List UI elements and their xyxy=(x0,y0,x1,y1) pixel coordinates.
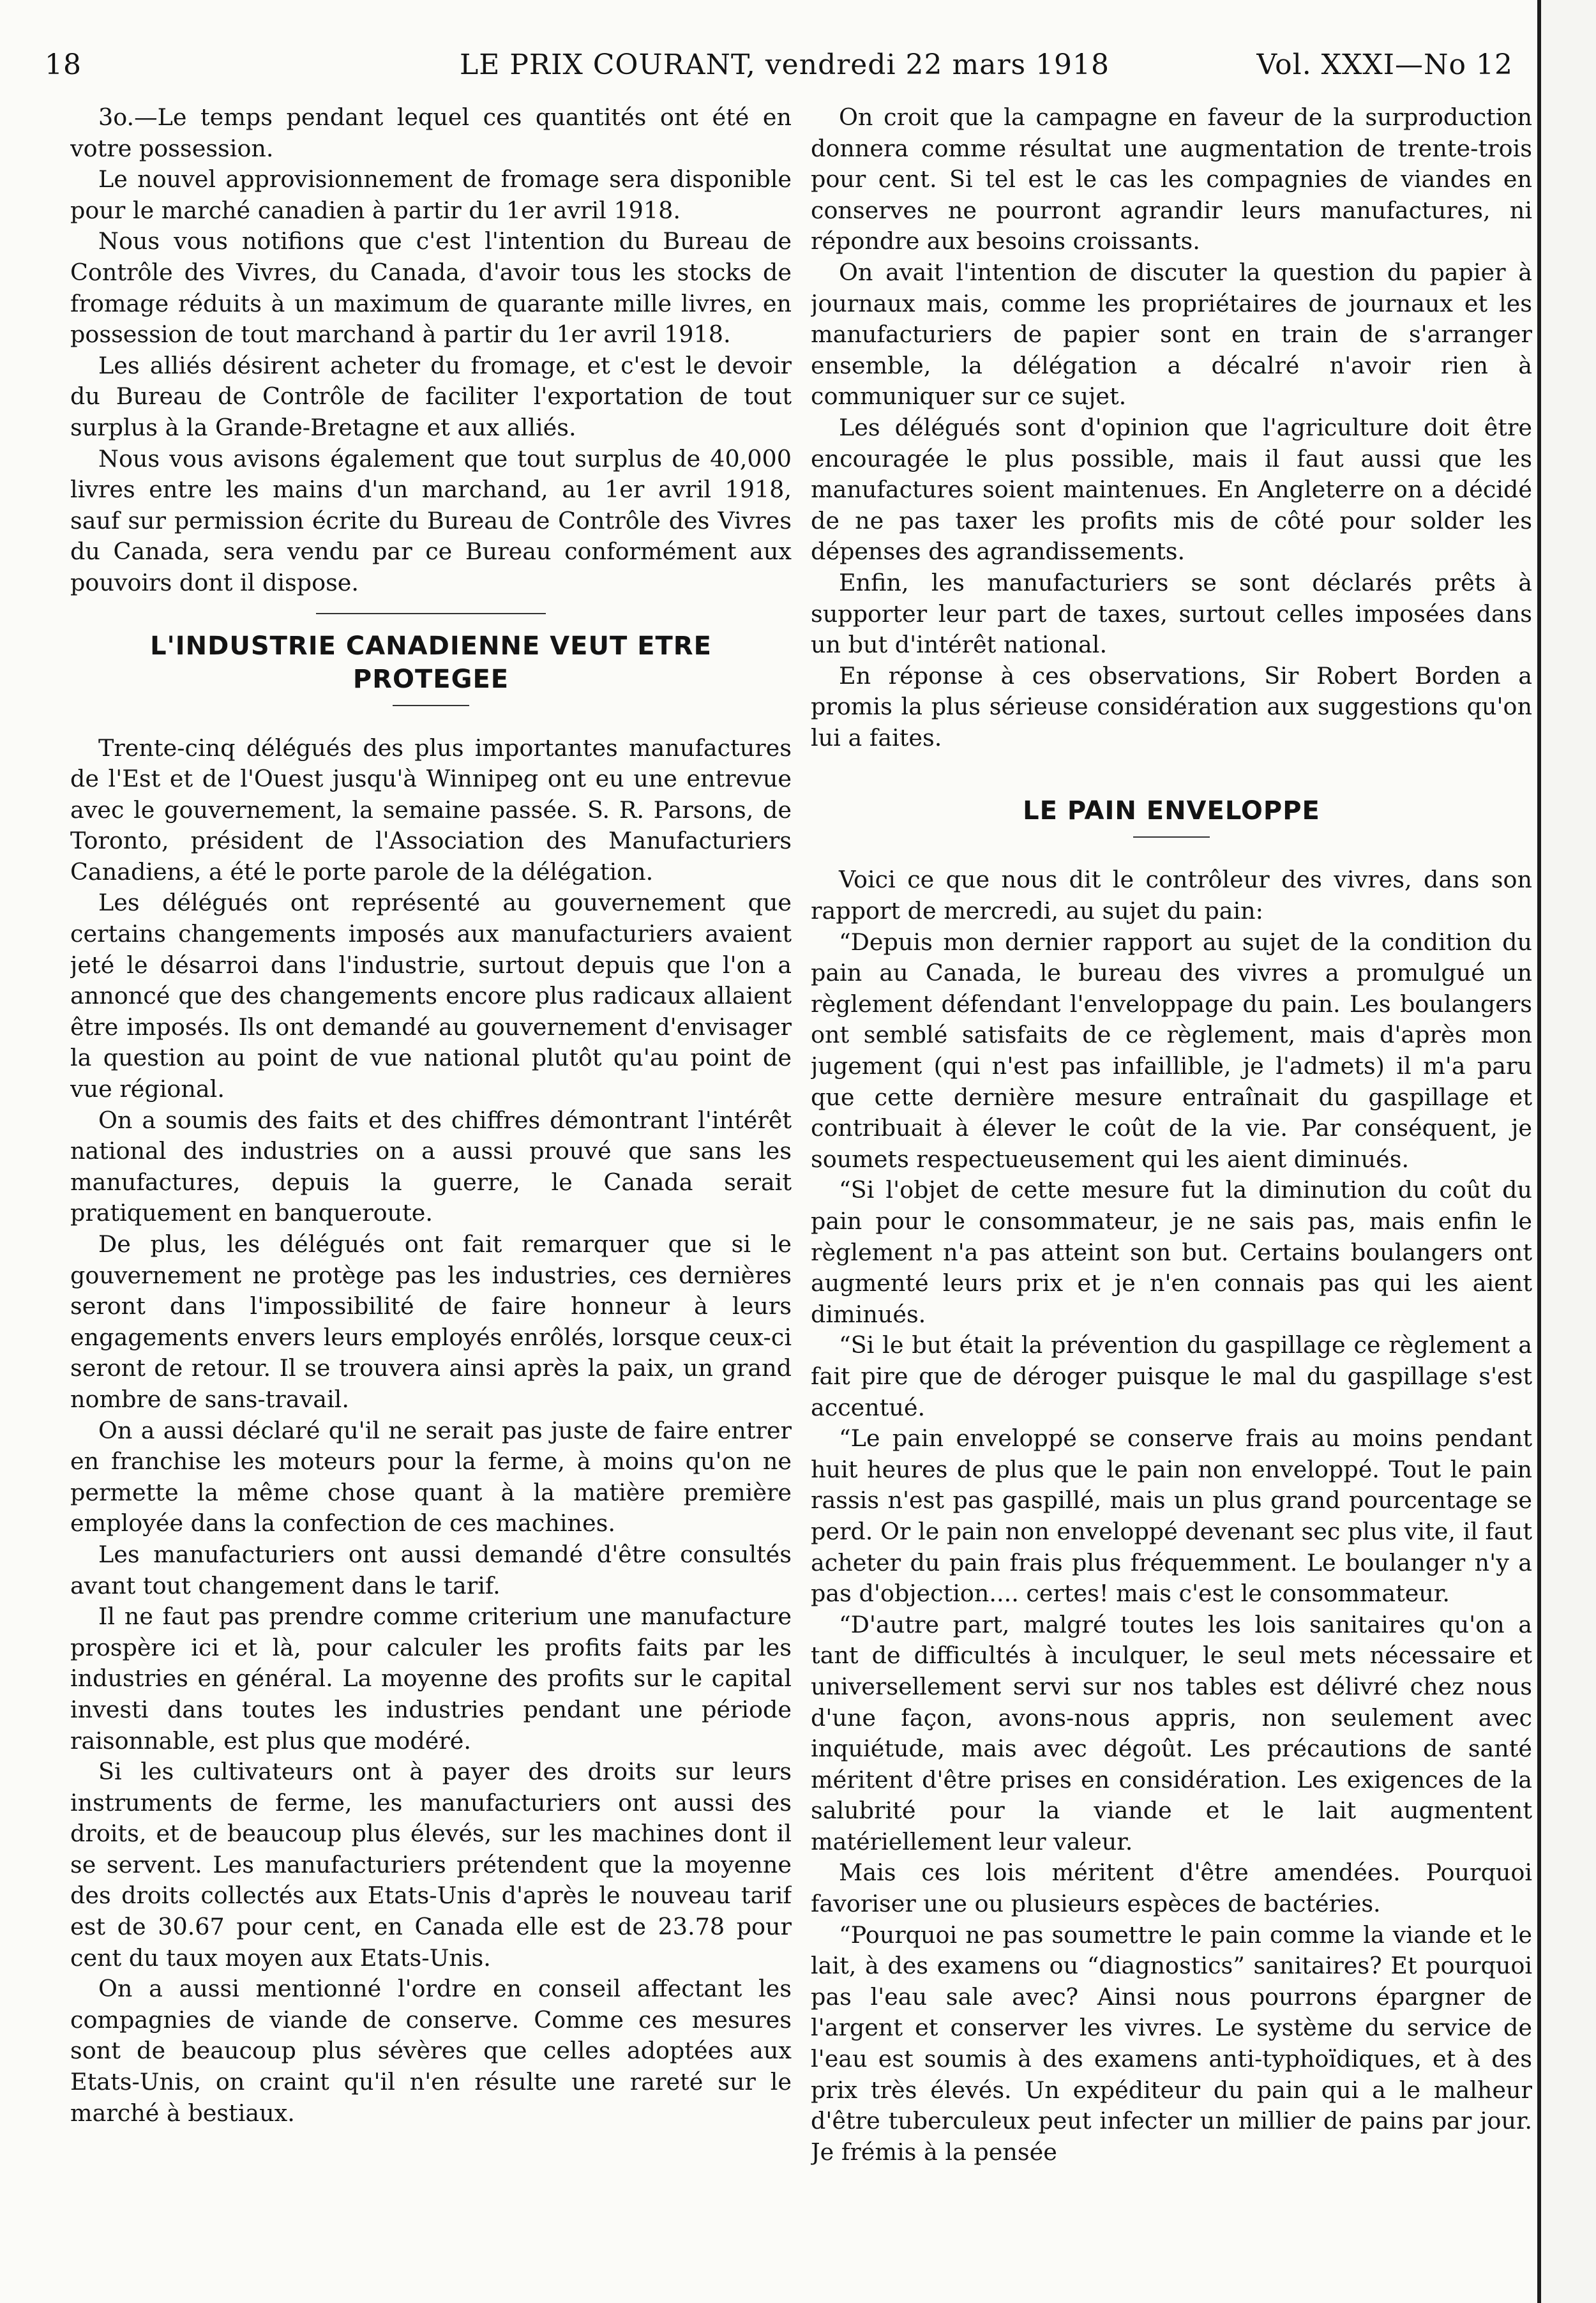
paragraph: Les délégués ont représenté au gouvernement que certains changements imposés aux manufacturiers avaient jeté le désarroi dans l'industrie, surtout depuis que l'on a annoncé que des changements encore plus radicaux allaient être imposés. Ils ont demandé au gouvernement d'envisager la question au point de vue national plutôt qu'au point de vue régional. xyxy=(70,889,792,1103)
paragraph: On avait l'intention de discuter la question du papier à journaux mais, comme les propriétaires de journaux et les manufacturiers de papier sont en train de s'arranger ensemble, la délégation a décalré n'avoir rien à communiquer sur ce sujet. xyxy=(811,258,1532,411)
paragraph: 3o.—Le temps pendant lequel ces quantités ont été en votre possession. xyxy=(70,103,792,162)
paragraph: Voici ce que nous dit le contrôleur des vivres, dans son rapport de mercredi, au sujet du pain: xyxy=(811,866,1532,925)
paragraph: On a soumis des faits et des chiffres démontrant l'intérêt national des industries on a aussi prouvé que sans les manufactures, depuis la guerre, le Canada serait pratiquement en banqueroute. xyxy=(70,1106,792,1227)
page-binding-edge xyxy=(1537,0,1541,2303)
paragraph: Les alliés désirent acheter du fromage, et c'est le devoir du Bureau de Contrôle de faciliter l'exportation de tout surplus à la Grande-Bretagne et aux alliés. xyxy=(70,351,792,441)
paragraph: Le nouvel approvisionnement de fromage sera disponible pour le marché canadien à partir du 1er avril 1918. xyxy=(70,165,792,224)
adjacent-page-bleed xyxy=(1541,0,1596,2303)
paragraph: “Pourquoi ne pas soumettre le pain comme la viande et le lait, à des examens ou “diagnostics” sanitaires? Et pourquoi pas l'eau sale avec? Ainsi nous pourrons épargner de l'argent et conserver les vivres. Le système du service de l'eau est soumis à des examens anti-typhoïdiques, et à des prix très élevés. Un expéditeur du pain qui a le malheur d'être tuberculeux peut infecter un millier de pains par jour. Je frémis à la pensée xyxy=(811,1921,1532,2166)
article-title: L'INDUSTRIE CANADIENNE VEUT ETRE PROTEGEE xyxy=(150,631,712,694)
paragraph: Les manufacturiers ont aussi demandé d'être consultés avant tout changement dans le tarif. xyxy=(70,1540,792,1599)
spacer xyxy=(811,753,1532,794)
paragraph: “Depuis mon dernier rapport au sujet de la condition du pain au Canada, le bureau des vivres a promulgué un règlement défendant l'enveloppage du pain. Les boulangers ont semblé satisfaits de ce règlement, mais d'après mon jugement (qui n'est pas infaillible, je l'admets) il m'a paru que cette dernière mesure entraînait du gaspillage et contribuait à élever le coût de la vie. Par conséquent, je soumets respectueusement qui les aient diminués. xyxy=(811,928,1532,1173)
title-rule xyxy=(393,705,469,706)
right-column xyxy=(811,102,1532,2286)
paragraph: Mais ces lois méritent d'être amendées. Pourquoi favoriser une ou plusieurs espèces de bactéries. xyxy=(811,1859,1532,1918)
paragraph: “Le pain enveloppé se conserve frais au moins pendant huit heures de plus que le pain non enveloppé. Tout le pain rassis n'est pas gaspillé, mais un plus grand pourcentage se perd. Or le pain non enveloppé devenant sec plus vite, il faut acheter du pain frais plus fréquemment. Le boulanger n'y a pas d'objection.... certes! mais c'est le consommateur. xyxy=(811,1424,1532,1608)
paragraph: Il ne faut pas prendre comme criterium une manufacture prospère ici et là, pour calculer les profits faits par les industries en général. La moyenne des profits sur le capital investi dans toutes les industries pendant une période raisonnable, est plus que modéré. xyxy=(70,1603,792,1755)
left-column xyxy=(70,102,792,2286)
paragraph: On a aussi mentionné l'ordre en conseil affectant les compagnies de viande de conserve. Comme ces mesures sont de beaucoup plus sévères que celles adoptées aux Etats-Unis, on craint qu'il n'en résulte une rareté sur le marché à bestiaux. xyxy=(70,1975,792,2127)
title-rule xyxy=(1133,836,1210,838)
paragraph: “D'autre part, malgré toutes les lois sanitaires qu'on a tant de difficultés à inculquer, le seul mets nécessaire et universellement servi sur nos tables est délivré chez nous d'une façon, avons-nous appris, non seulement avec inquiétude, mais avec dégoût. Les précautions de santé méritent d'être prises en considération. Les exigences de la salubrité pour la viande et le lait augmentent matériellement leur valeur. xyxy=(811,1610,1532,1855)
paragraph: Enfin, les manufacturiers se sont déclarés prêts à supporter leur part de taxes, surtout celles imposées dans un but d'intérêt national. xyxy=(811,568,1532,659)
page-number: 18 xyxy=(45,49,82,81)
volume-number: Vol. XXXI—No 12 xyxy=(1256,49,1513,81)
paragraph: Nous vous avisons également que tout surplus de 40,000 livres entre les mains d'un marchand, au 1er avril 1918, sauf sur permission écrite du Bureau de Contrôle des Vivres du Canada, sera vendu par ce Bureau conformément aux pouvoirs dont il dispose. xyxy=(70,444,792,596)
paragraph: On croit que la campagne en faveur de la surproduction donnera comme résultat une augmentation de trente-trois pour cent. Si tel est le cas les compagnies de viandes en conserves ne pourront agrandir leurs manufactures, ni répondre aux besoins croissants. xyxy=(811,103,1532,255)
paragraph: On a aussi déclaré qu'il ne serait pas juste de faire entrer en franchise les moteurs pour la ferme, à moins qu'on ne permette la même chose quant à la matière première employée dans la confection de ces machines. xyxy=(70,1416,792,1537)
paragraph: Nous vous notifions que c'est l'intention du Bureau de Contrôle des Vivres, du Canada, d'avoir tous les stocks de fromage réduits à un maximum de quarante mille livres, en possession de tout marchand à partir du 1er avril 1918. xyxy=(70,227,792,349)
paragraph: Trente-cinq délégués des plus importantes manufactures de l'Est et de l'Ouest jusqu'à Winnipeg ont eu une entrevue avec le gouvernement, la semaine passée. S. R. Parsons, de Toronto, président de l'Association des Manufacturiers Canadiens, a été le porte parole de la délégation. xyxy=(70,734,792,886)
publication-title: LE PRIX COURANT, vendredi 22 mars 1918 xyxy=(460,49,1110,81)
article-title: LE PAIN ENVELOPPE xyxy=(1023,796,1320,826)
paragraph: De plus, les délégués ont fait remarquer que si le gouvernement ne protège pas les industries, ces dernières seront dans l'impossibilité de faire honneur à leurs engagements envers leurs employés enrôlés, lorsque ceux-ci seront de retour. Il se trouvera ainsi après la paix, un grand nombre de sans-travail. xyxy=(70,1230,792,1413)
section-divider xyxy=(316,613,546,614)
paragraph: “Si l'objet de cette mesure fut la diminution du coût du pain pour le consommateur, je ne sais pas, mais enfin le règlement n'a pas atteint son but. Certains boulangers ont augmenté leurs prix et je n'en connais pas qui les aient diminués. xyxy=(811,1176,1532,1328)
running-header xyxy=(45,45,1513,96)
paragraph: En réponse à ces observations, Sir Robert Borden a promis la plus sérieuse considération aux suggestions qu'on lui a faites. xyxy=(811,661,1532,751)
paragraph: Les délégués sont d'opinion que l'agriculture doit être encouragée le plus possible, mais il faut aussi que les manufactures soient maintenues. En Angleterre on a décidé de ne pas taxer les profits mis de côté pour solder les dépenses des agrandissements. xyxy=(811,413,1532,566)
paragraph: “Si le but était la prévention du gaspillage ce règlement a fait pire que de déroger puisque le mal du gaspillage s'est accentué. xyxy=(811,1331,1532,1421)
paragraph: Si les cultivateurs ont à payer des droits sur leurs instruments de ferme, les manufacturiers ont aussi des droits, et de beaucoup plus élevés, sur les machines dont il se servent. Les manufacturiers prétendent que la moyenne des droits collectés aux Etats-Unis d'après le nouveau tarif est de 30.67 pour cent, en Canada elle est de 23.78 pour cent du taux moyen aux Etats-Unis. xyxy=(70,1758,792,1972)
